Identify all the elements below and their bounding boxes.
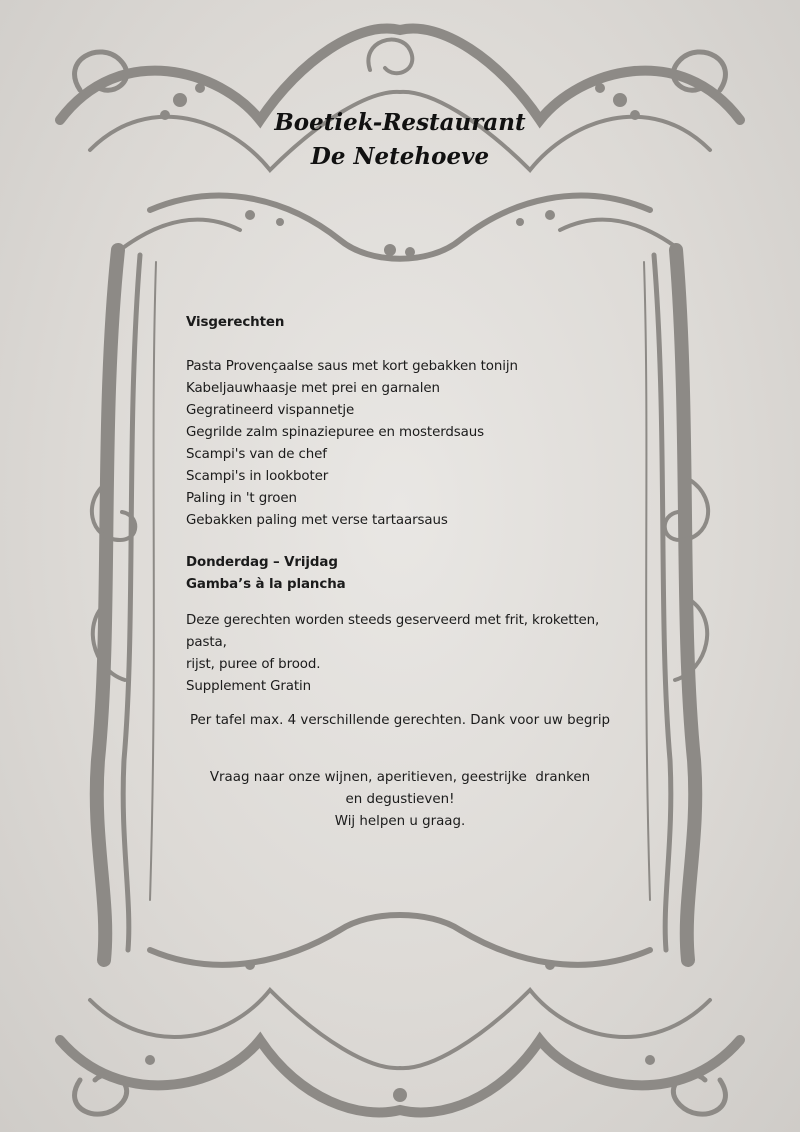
menu-item: Scampi's van de chef — [186, 447, 327, 462]
drinks-line2: en degustieven! — [345, 792, 455, 807]
section-title: Visgerechten — [186, 315, 285, 330]
menu-item: Gebakken paling met verse tartaarsaus — [186, 513, 448, 528]
drinks-line1: Vraag naar onze wijnen, aperitieven, geestrijke dranken — [209, 770, 591, 785]
menu-item-list — [186, 356, 636, 532]
menu-item: Scampi's in lookboter — [186, 469, 329, 484]
restaurant-name-line2: De Netehoeve — [310, 143, 490, 170]
side-note-line2: rijst, puree of brood. — [186, 657, 321, 672]
menu-item: Gegrilde zalm spinaziepuree en mosterdsaus — [186, 425, 485, 440]
menu-item: Gegratineerd vispannetje — [186, 403, 355, 418]
menu-item: Kabeljauwhaasje met prei en garnalen — [186, 381, 440, 396]
supplement-note: Supplement Gratin — [186, 679, 312, 694]
table-limit-notice: Per tafel max. 4 verschillende gerechten. Dank voor uw begrip — [189, 713, 611, 728]
special-days: Donderdag – Vrijdag — [186, 555, 338, 570]
side-note-line1: Deze gerechten worden steeds geserveerd met frit, kroketten, pasta, — [186, 613, 600, 650]
drinks-notice — [150, 767, 650, 833]
special-dish: Gamba’s à la plancha — [186, 577, 346, 592]
restaurant-name-line1: Boetiek-Restaurant — [274, 109, 526, 136]
menu-content — [186, 312, 636, 698]
restaurant-title — [200, 106, 600, 174]
drinks-line3: Wij helpen u graag. — [334, 814, 466, 829]
side-dish-note — [186, 610, 636, 698]
menu-item: Paling in 't groen — [186, 491, 297, 506]
menu-item: Pasta Provençaalse saus met kort gebakken tonijn — [186, 359, 518, 374]
special-offer — [186, 552, 636, 596]
